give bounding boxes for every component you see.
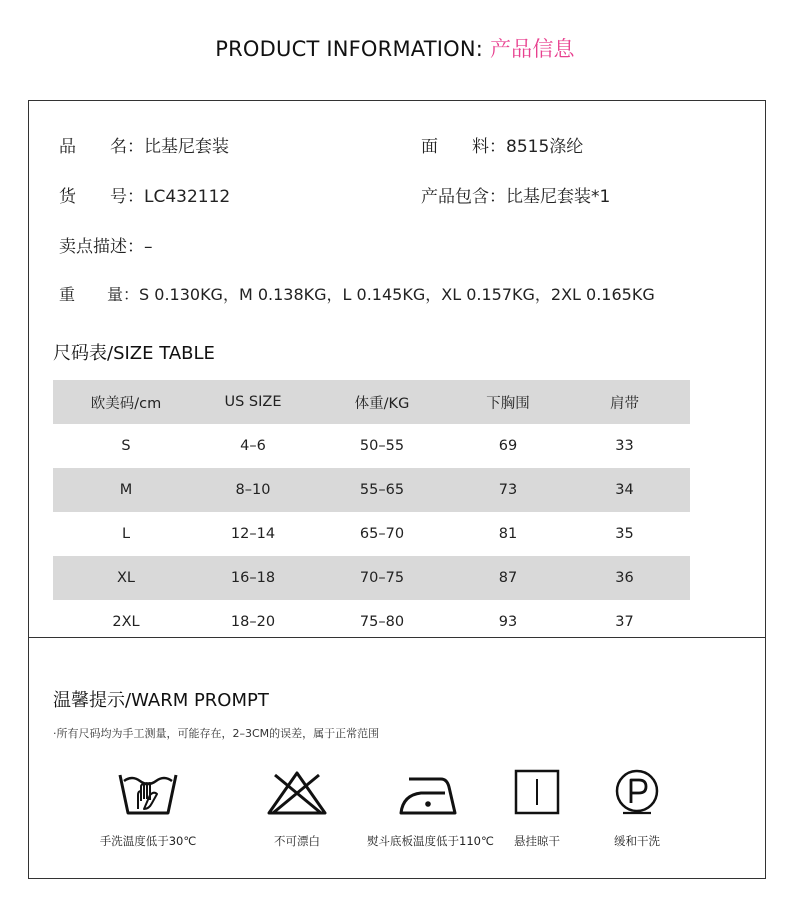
sku-value: LC432112 — [144, 187, 231, 207]
care-item-hand-wash — [88, 769, 208, 849]
table-cell: 8–10 — [235, 482, 271, 498]
size-table-title: 尺码表/SIZE TABLE — [53, 343, 215, 364]
table-cell: 93 — [498, 614, 518, 630]
table-cell: 36 — [615, 570, 634, 586]
hang-dry-icon — [505, 769, 569, 817]
table-cell: 75–80 — [359, 614, 405, 630]
fabric-label: 面 料： — [421, 137, 506, 157]
table-cell: 4–6 — [240, 438, 266, 454]
table-header-cell: 肩带 — [610, 395, 639, 412]
title-english: PRODUCT INFORMATION: — [215, 37, 484, 61]
table-cell: 87 — [498, 570, 518, 586]
contents-value: 比基尼套装*1 — [506, 187, 611, 207]
hand-wash-icon — [116, 769, 180, 817]
info-frame — [28, 100, 766, 879]
info-sku — [59, 182, 230, 207]
table-header-cell: 下胸围 — [486, 395, 530, 412]
info-selling-points — [59, 232, 153, 257]
table-header-row — [53, 380, 690, 424]
table-header-cell: 体重/KG — [354, 395, 410, 412]
table-cell: 34 — [615, 482, 634, 498]
info-weight — [59, 282, 655, 305]
table-cell: 2XL — [112, 614, 140, 630]
care-label: 悬挂晾干 — [514, 834, 560, 848]
care-label: 缓和干洗 — [614, 834, 660, 848]
contents-label: 产品包含： — [421, 187, 506, 207]
weight-value: S 0.130KG，M 0.138KG，L 0.145KG，XL 0.157KG，2XL 0.165KG — [139, 285, 655, 304]
weight-label: 重 量： — [59, 285, 140, 304]
table-cell: 33 — [615, 438, 634, 454]
name-label: 品 名： — [59, 137, 144, 157]
care-label: 熨斗底板温度低于110℃ — [367, 834, 494, 848]
table-cell: 12–14 — [230, 526, 276, 542]
title-chinese: 产品信息 — [489, 37, 575, 61]
care-item-iron — [367, 769, 494, 849]
table-cell: 37 — [615, 614, 634, 630]
table-cell: 18–20 — [230, 614, 276, 630]
measurement-note: ·所有尺码均为手工测量，可能存在，2–3CM的误差，属于正常范围 — [53, 727, 380, 740]
table-cell: 65–70 — [359, 526, 405, 542]
name-value: 比基尼套装 — [144, 137, 229, 157]
table-row — [53, 424, 690, 468]
section-divider — [29, 637, 765, 638]
care-item-dry-clean — [577, 769, 697, 849]
info-name — [59, 132, 229, 157]
table-cell: 16–18 — [230, 570, 276, 586]
care-item-no-bleach — [237, 769, 357, 849]
iron-icon — [395, 769, 459, 817]
warm-prompt-title: 温馨提示/WARM PROMPT — [53, 690, 269, 711]
selling-label: 卖点描述： — [59, 237, 144, 257]
table-cell: XL — [116, 570, 135, 586]
size-table — [53, 380, 690, 644]
table-cell: 73 — [498, 482, 518, 498]
dry-clean-p-icon — [605, 769, 669, 817]
info-contents — [421, 182, 610, 207]
table-cell: 69 — [498, 438, 518, 454]
selling-value: – — [144, 237, 153, 257]
table-header-cell: US SIZE — [224, 394, 282, 410]
table-header-cell: 欧美码/cm — [90, 395, 162, 412]
table-cell: S — [121, 438, 131, 454]
table-cell: 81 — [498, 526, 518, 542]
care-label: 手洗温度低于30℃ — [99, 834, 197, 848]
table-cell: M — [119, 482, 133, 498]
table-cell: L — [121, 526, 131, 542]
care-label: 不可漂白 — [274, 834, 320, 848]
table-row — [53, 468, 690, 512]
table-cell: 55–65 — [359, 482, 405, 498]
table-cell: 35 — [615, 526, 634, 542]
page-title — [0, 33, 790, 63]
no-bleach-icon — [265, 769, 329, 817]
table-row — [53, 556, 690, 600]
fabric-value: 8515涤纶 — [506, 137, 584, 157]
table-cell: 50–55 — [359, 438, 405, 454]
sku-label: 货 号： — [59, 187, 144, 207]
table-cell: 70–75 — [359, 570, 405, 586]
table-row — [53, 512, 690, 556]
info-fabric — [421, 132, 583, 157]
